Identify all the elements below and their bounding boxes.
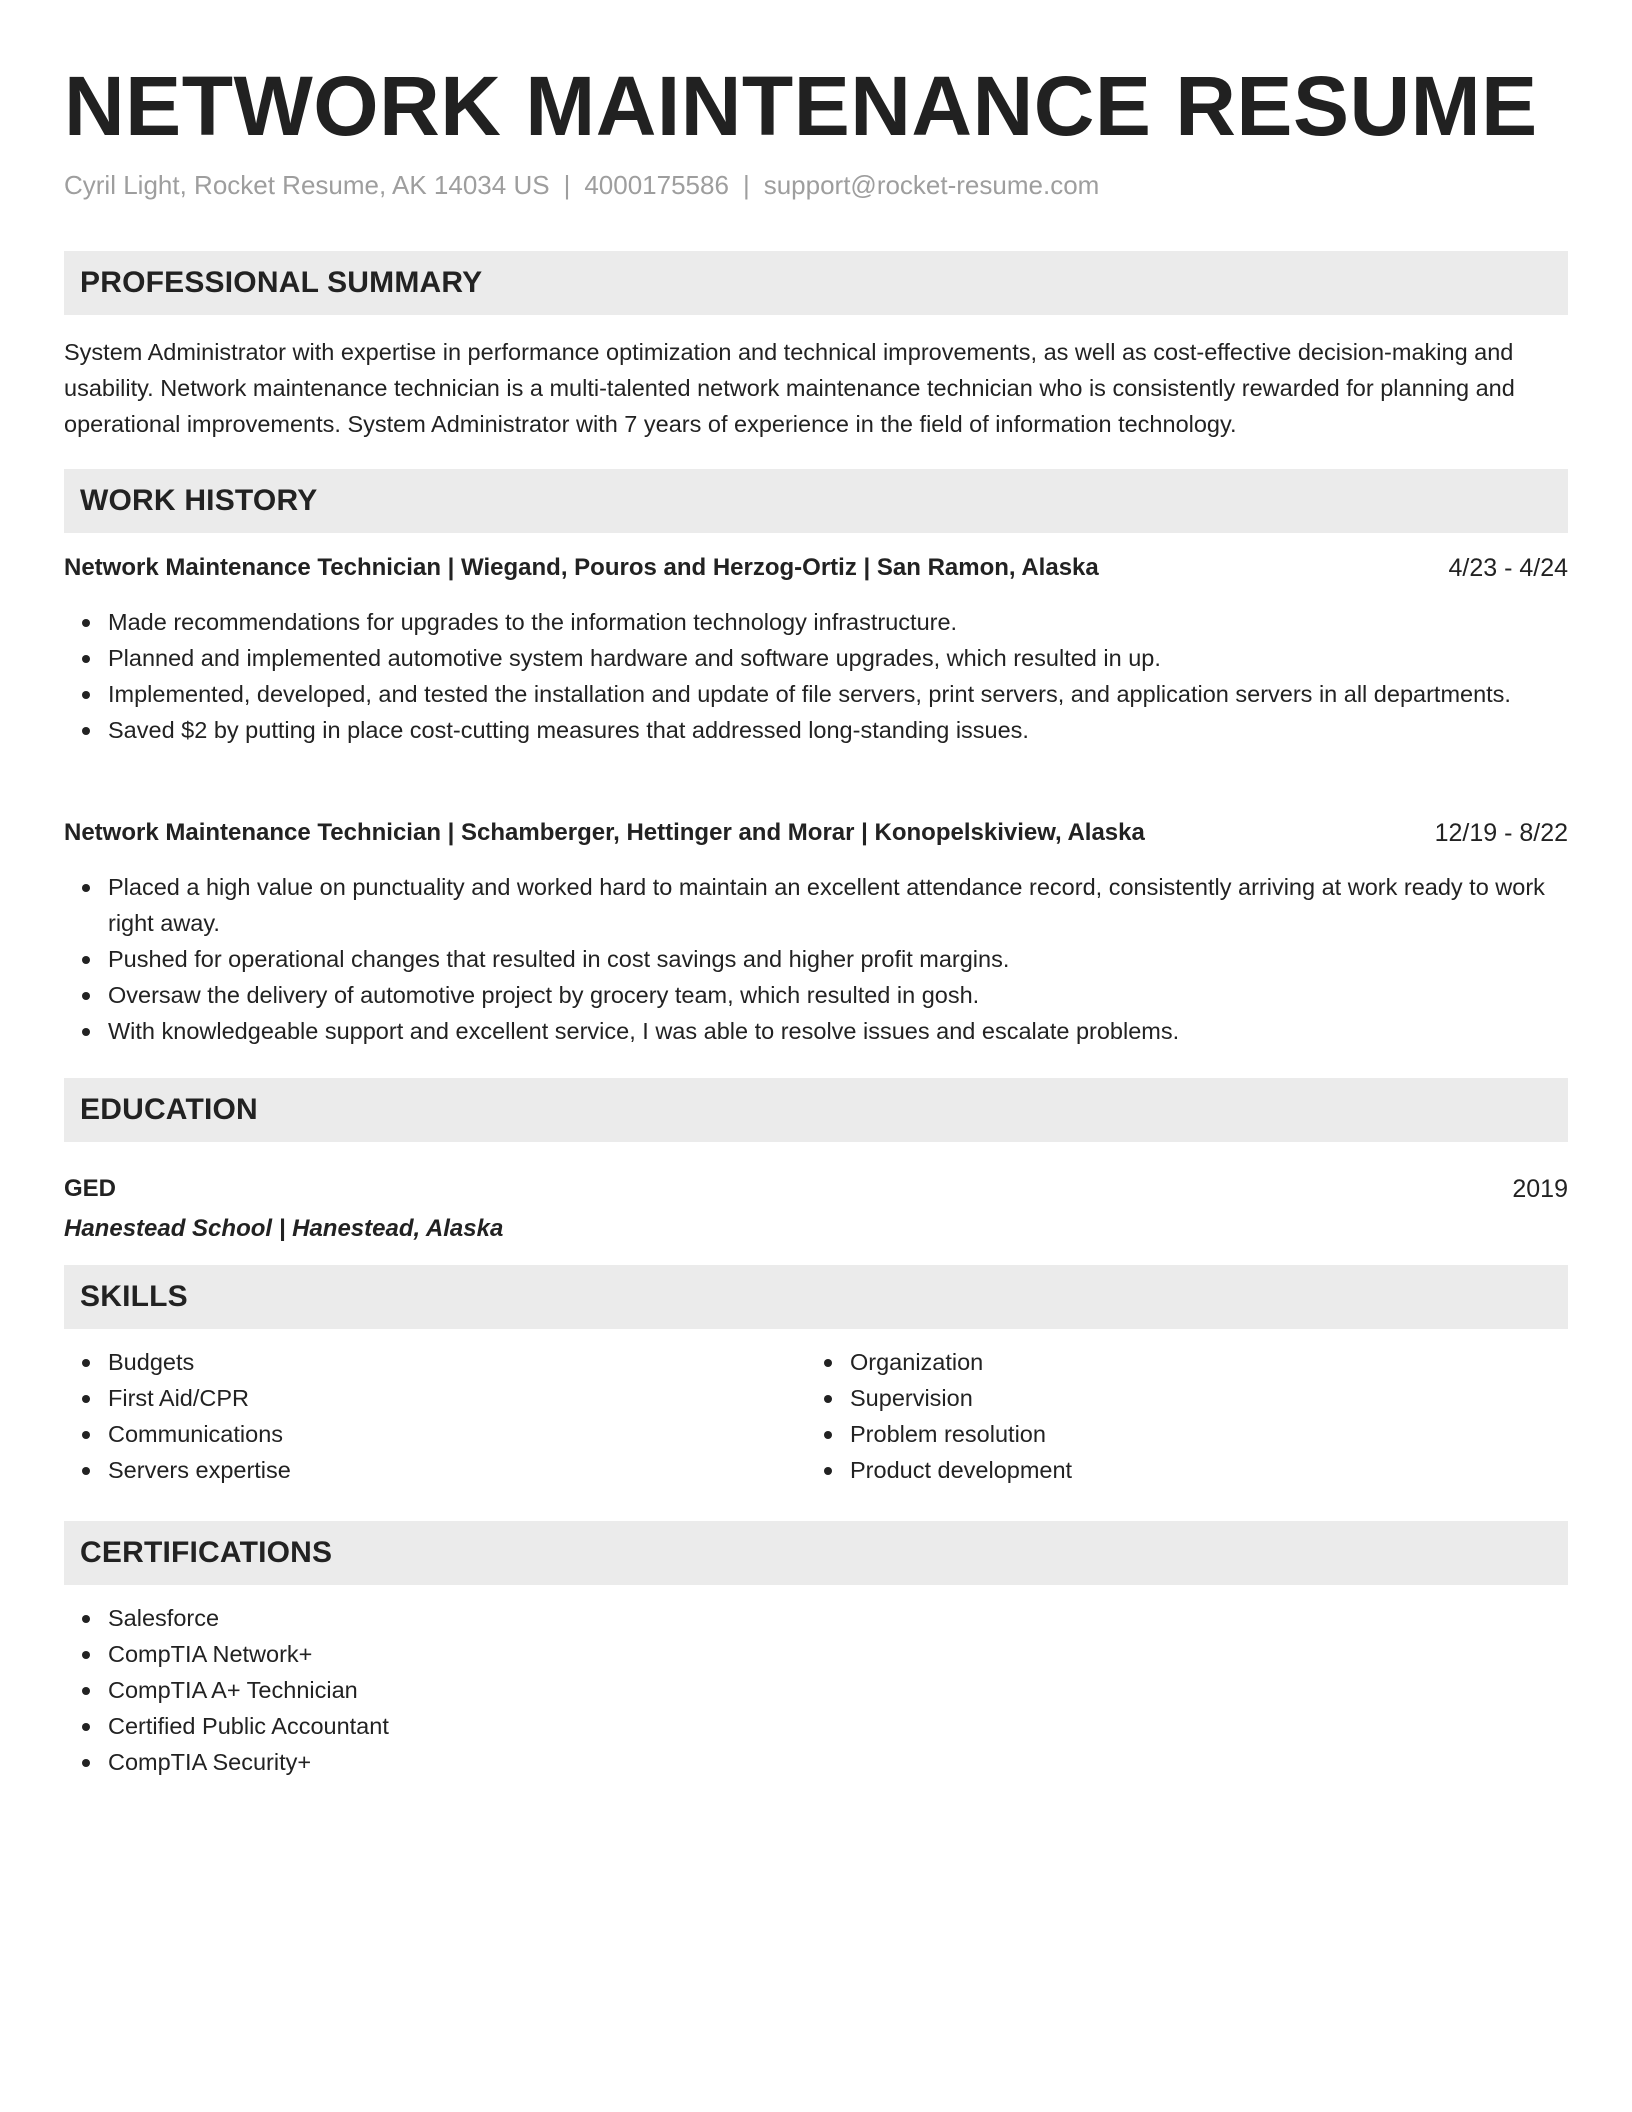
job-title: Network Maintenance Technician | Wiegand, Pouros and Herzog-Ortiz | San Ramon, Alaska (64, 554, 1099, 581)
contact-email: support@rocket-resume.com (763, 170, 1100, 200)
certification-item: CompTIA Security+ (64, 1744, 1568, 1780)
job-bullet: Implemented, developed, and tested the installation and update of file servers, print servers, and application servers in all departments. (64, 676, 1568, 712)
education-year: 2019 (1512, 1175, 1568, 1203)
skill-item: Supervision (806, 1380, 1526, 1416)
contact-line (64, 168, 1099, 202)
contact-address: Cyril Light, Rocket Resume, AK 14034 US (64, 170, 550, 200)
contact-phone: 4000175586 (584, 170, 729, 200)
skill-item: Problem resolution (806, 1416, 1526, 1452)
education-school: Hanestead School | Hanestead, Alaska (64, 1215, 504, 1242)
resume-title: NETWORK MAINTENANCE RESUME (64, 59, 1538, 153)
job-bullet: With knowledgeable support and excellent service, I was able to resolve issues and escalate problems. (64, 1013, 1568, 1049)
job-bullet: Placed a high value on punctuality and worked hard to maintain an excellent attendance record, consistently arriving at work ready to work right away. (64, 869, 1568, 941)
skill-item: Organization (806, 1344, 1526, 1380)
certification-item: Salesforce (64, 1600, 1568, 1636)
job-dates: 4/23 - 4/24 (1448, 554, 1568, 582)
job-header (64, 550, 1568, 586)
education-degree: GED (64, 1175, 117, 1202)
section-heading-certifications: CERTIFICATIONS (64, 1521, 1568, 1585)
job-bullets (64, 604, 1568, 748)
certifications-list (64, 1600, 1568, 1780)
skill-item: Product development (806, 1452, 1526, 1488)
certification-item: CompTIA A+ Technician (64, 1672, 1568, 1708)
job-bullet: Planned and implemented automotive system hardware and software upgrades, which resulted in up. (64, 640, 1568, 676)
skill-item: Servers expertise (64, 1452, 784, 1488)
certification-item: Certified Public Accountant (64, 1708, 1568, 1744)
section-heading-skills: SKILLS (64, 1265, 1568, 1329)
job-dates: 12/19 - 8/22 (1434, 819, 1568, 847)
job-bullet: Oversaw the delivery of automotive project by grocery team, which resulted in gosh. (64, 977, 1568, 1013)
section-heading-education: EDUCATION (64, 1078, 1568, 1142)
section-heading-work-history: WORK HISTORY (64, 469, 1568, 533)
skill-item: First Aid/CPR (64, 1380, 784, 1416)
job-bullet: Saved $2 by putting in place cost-cutting measures that addressed long-standing issues. (64, 712, 1568, 748)
job-bullet: Made recommendations for upgrades to the information technology infrastructure. (64, 604, 1568, 640)
skills-list-left (64, 1344, 784, 1488)
skill-item: Communications (64, 1416, 784, 1452)
certification-item: CompTIA Network+ (64, 1636, 1568, 1672)
job-bullet: Pushed for operational changes that resulted in cost savings and higher profit margins. (64, 941, 1568, 977)
job-title: Network Maintenance Technician | Schamberger, Hettinger and Morar | Konopelskiview, Alaska (64, 819, 1145, 846)
job-bullets (64, 869, 1568, 1049)
skills-list-right (806, 1344, 1526, 1488)
job-header (64, 815, 1568, 851)
summary-text: System Administrator with expertise in performance optimization and technical improvements, as well as cost-effective decision-making and usability. Network maintenance technician is a multi-talented network maintenance technician who is consistently rewarded for planning and operational improvements. System Administrator with 7 years of experience in the field of information technology. (64, 339, 1515, 437)
skill-item: Budgets (64, 1344, 784, 1380)
contact-separator: | (742, 170, 750, 200)
section-heading-summary: PROFESSIONAL SUMMARY (64, 251, 1568, 315)
contact-separator: | (563, 170, 571, 200)
